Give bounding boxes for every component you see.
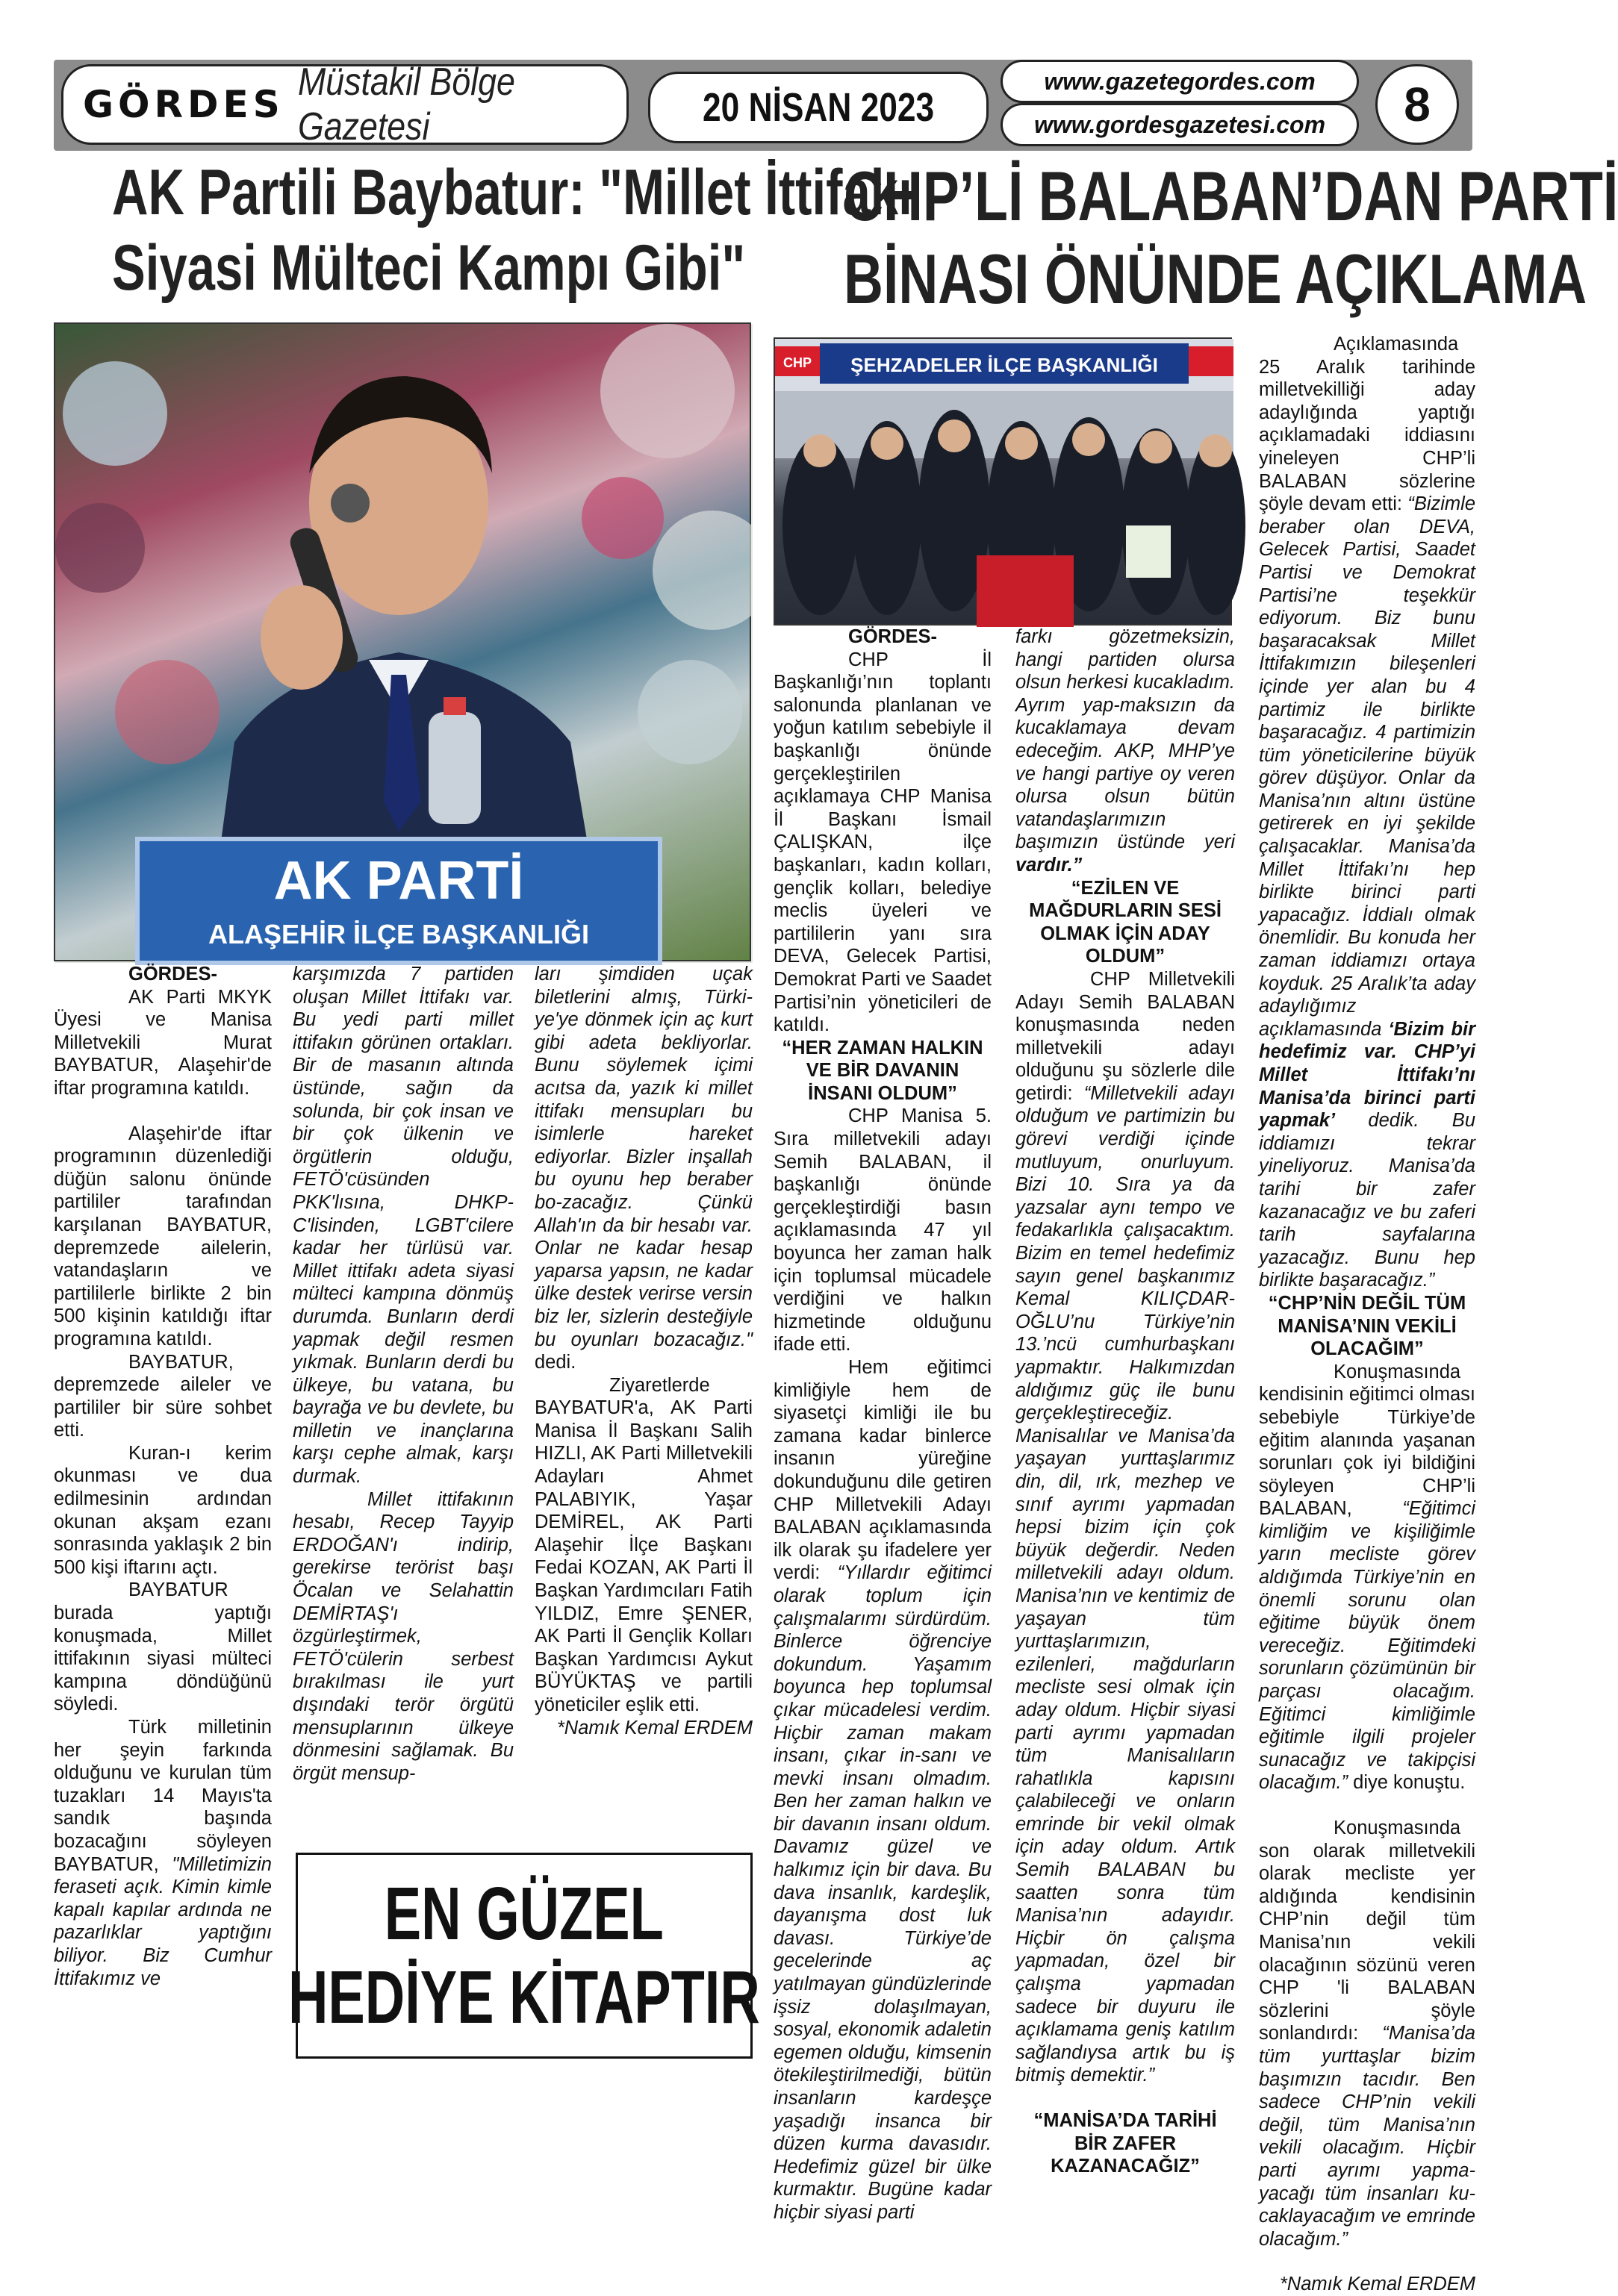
ad-line-1: EN GÜZEL [384,1872,665,1956]
paragraph: BAYBATUR burada yaptığı konuşmada, Millet ittifakının siyasi mülteci kampına döndüğünü söyledi. [54,1579,272,1715]
page-number: 8 [1375,64,1459,145]
newspaper-name: GÖRDES [83,83,284,126]
right-article-column-2 [1015,626,1235,2178]
paragraph: BAYBATUR, depremzede aileler ve partililer bir süre sohbet etti. [54,1351,272,1441]
paragraph: karşımızda 7 partiden oluşan Millet İttifakı var. Bu yedi parti millet ittifakın görünen ortakları. Bir de masanın altında üstünde, sağın da solunda, bir çok insan ve bir çok ülkenin ve örgütlerin olduğu, FETÖ'cüsünden PKK'lısına, DHKP-C'lisinden, LGBT'cilere kadar her türlüsü var. Millet ittifakı adeta siyasi mülteci kampına dönmüş durumda. Bunların derdi yapmak değil resmen yıkmak. Bunların derdi bu ülkeye, bu vatana, bu bayrağa ve bu devlete, bu milletin ve inançlarına karşı cephe almak, karşı durmak. [293,964,514,1488]
book-gift-ad [288,1853,760,2059]
paragraph: CHP Manisa 5. Sıra milletvekili adayı Semih BALABAN, il başkanlığı önünde gerçekleştirdiği basın açıklamasında 47 yıl boyunca her zaman halk için toplumsal mücadele verdiğini ve halkın hizmetinde olduğunu ifade etti. [774,1105,992,1356]
paragraph: Ziyaretlerde BAYBATUR'a, AK Parti Manisa İl Başkanı Salih HIZLI, AK Parti Milletvekili Adayları Ahmet PALABIYIK, Yaşar DEMİREL, AK Parti Alaşehir İlçe Başkanı Fedai KOZAN, AK Parti İl Başkan Yardımcıları Fatih YILDIZ, Emre ŞENER, AK Parti İl Gençlik Kolları Başkan Yardımcısı Aykut BÜYÜKTAŞ ve partili yöneticiler eşlik etti. [535,1374,753,1715]
paragraph: AK Parti MKYK Üyesi ve Manisa Milletvekili Murat BAYBATUR, Alaşehir'de iftar programına katıldı. [54,986,272,1099]
right-article-column-1 [774,626,992,2224]
paragraph: Konuşmasında kendisinin eğitimci olması sebebiyle Türkiye’de eğitim alanında yaşanan sorunları çok iyi bildiğini söyleyen CHP’li BALABAN, “Eğitimci kimliğim ve kişiliğimle yarın mecliste görev aldığımda Türkiye’nin en önemli sorunu olan eğitime büyük önem vereceğiz. Eğitimdeki sorunların çözümünün bir parçası olacağım. Eğitimci kimliğimle eğitimle ilgili projeler sunacağız ve takipçisi olacağım.” diye konuştu. [1259,1361,1475,1794]
paragraph: Konuşmasında son olarak milletvekili olarak mecliste yer aldığında kendisinin CHP’nin değil tüm Manisa’nın vekili olacağının sözünü veren CHP 'li BALABAN sözlerini şöyle sonlandırdı: “Manisa’da tüm yurttaşlar bizim başımızın tacıdır. Ben sadece CHP’nin vekili değil, tüm Manisa’nın vekili olacağım. Hiçbir parti ayrımı yapma-yacağı tüm insanları ku-caklayacağım ve emrinde olacağım.” [1259,1818,1475,2250]
paragraph: CHP İl Başkanlığı’nın toplantı salonunda planlanan ve yoğun katılım sebebiyle il başkanlığı önünde gerçekleştirilen açıklamaya CHP Manisa İl Başkanı İsmail ÇALIŞKAN, ilçe başkanları, kadın kolları, gençlik kolları, belediye meclis üyeleri ve partililerin yanı sıra DEVA, Gelecek Partisi, Demokrat Parti ve Saadet Partisi’nin yöneticileri de katıldı. [774,649,992,1036]
right-article-column-3 [1259,333,1475,2296]
dateline: GÖRDES- [848,626,938,647]
paragraph: CHP Milletvekili Adayı Semih BALABAN konuşmasında neden milletvekili adayı olduğunu şu sözlerle dile getirdi: “Milletvekili adayı olduğum ve partimizin bu görevi verdiği içinde mutluyum, onurluyum. Bizi 10. Sıra ya da yazsalar aynı tempo ve fedakarlıkla çalışacaktım. Bizim en temel hedefimiz sayın genel başkanımız Kemal KILIÇDAR-OĞLU’nu Türkiye’nin 13.’ncü cumhurbaşkanı yapmaktır. Halkımızdan aldığımız güç ile bunu gerçekleştireceğiz. Manisalılar ve Manisa’da yaşayan yurttaşlarımız din, dil, ırk, mezhep ve sınıf ayrımı yapmadan hepsi bizim için çok büyük değerdir. Neden milletvekili adayı oldum. Manisa’nın ve kentimiz de yaşayan tüm yurttaşlarımızın, ezilenleri, mağdurların mecliste sesi olmak için aday oldum. Hiçbir siyasi parti ayrımı yapmadan tüm Manisalıların rahatlıkla kapısını çalabileceği ve onların emrinde bir vekil olmak için aday oldum. Artık Semih BALABAN bu saatten sonra tüm Manisa’nın adayıdır. Hiçbir ön çalışma yapmadan, özel bir çalışma yapmadan sadece bir duyuru ile açıklamama geniş katılım sağlandıysa artık bu iş bitmiş demektir.” [1015,968,1236,2086]
author-signature: *Namık Kemal ERDEM [556,1717,753,1738]
paragraph: Hem eğitimci kimliğiyle hem de siyasetçi kimliği ile bu zamana kadar binlerce insanın yüreğine dokunduğunu dile getiren CHP Milletvekili Adayı BALABAN açıklamasında ilk olarak şu ifadelere yer verdi: “Yıllardır eğitimci olarak toplum için çalışmalarımı sürdürdüm. Binlerce öğrenciye dokundum. Yaşamım boyunca hep toplumsal çıkar mücadelesi verdim. Hiçbir zaman makam insanı, çıkar in-sanı ve mevki insanı olmadım. Ben her zaman halkın ve bir davanın insanı oldum. Davamız güzel ve halkımız için bir dava. Bu dava insanlık, kardeşlik, dayanışma dost luk davası. Türkiye’de gecelerinde aç yatılmayan gündüzlerinde işsiz dolaşılmayan, sosyal, ekonomik adaletin egemen olduğu, kimsenin ötekileştirilmediği, bütün insanların kardeşçe yaşadığı insanca bir düzen kurma davasıdır. Hedefimiz güzel bir ülke kurmaktır. Bugüne kadar hiçbir siyasi parti [774,1357,992,2223]
svg-text:ŞEHZADELER İLÇE BAŞKANLIĞI: ŞEHZADELER İLÇE BAŞKANLIĞI [850,354,1158,376]
svg-text:ALAŞEHİR İLÇE BAŞKANLIĞI: ALAŞEHİR İLÇE BAŞKANLIĞI [208,919,590,949]
svg-text:CHP: CHP [782,355,812,370]
website-link-1[interactable]: www.gazetegordes.com [1001,60,1359,103]
paragraph: Millet ittifakının hesabı, Recep Tayyip ERDOĞAN'ı indirip, gerekirse terörist başı Öcalan ve Selahattin DEMİRTAŞ'ı özgürleştirmek, FETÖ'cülerin serbest bırakılması ile yurt dışındaki terör örgütü mensuplarının ülkeye dönmesini sağlamak. Bu örgüt mensup- [293,1488,514,1784]
dateline: GÖRDES- [128,964,218,985]
subheading: “HER ZAMAN HALKIN VE BİR DAVANIN İNSANI OLDUM” [782,1037,983,1104]
paragraph: Açıklamasında 25 Aralık tarihinde milletvekilliği aday adaylığında yaptığı açıklamadaki iddiasını yineleyen CHP’li BALABAN sözlerine şöyle devam etti: “Bizimle beraber olan DEVA, Gelecek Partisi, Saadet Partisi ve Demokrat Partisi’ne teşekkür ediyorum. Biz bunu başaracaksak Millet İttifakımızın bileşenleri içinde yer alan bu 4 partimiz ile birlikte başaracağız. 4 partimizin tüm yöneticilerine büyük görev düşüyor. Onlar da Manisa’nın altını üstüne getirerek en iyi şekilde çalışacaklar. Manisa’da Millet İttifakı’nı hep birlikte birinci parti yapacağız. İddialı olmak önemlidir. Bu konuda her zaman iddiamızı ortaya koyduk. 25 Aralık’ta aday adaylığımız açıklamasında ‘Bizim bir hedefimiz var. CHP’yi Millet İttifakı’nı Manisa’da birinci parti yapmak’ dedik. Bu iddiamızı tekrar yineliyoruz. Manisa’da tarihi bir zafer kazanacağız ve bu zaferi tarih sayfalarına yazacağız. Bunu hep birlikte başaracağız.” [1259,334,1475,1291]
paragraph: Türk milletinin her şeyin farkında olduğunu ve kurulan tüm tuzakları 14 Mayıs'ta sandık başında bozacağını söyleyen BAYBATUR, "Milletimizin feraseti açık. Kimin kimle kapalı kapılar ardında ne pazarlıklar yaptığını biliyor. Biz Cumhur İttifakımız ve [54,1717,272,1989]
svg-text:AK PARTİ: AK PARTİ [273,851,524,911]
ad-line-2: HEDİYE KİTAPTIR [288,1956,760,2039]
subheading: “CHP’NİN DEĞİL TÜM MANİSA’NIN VEKİLİ OLACAĞIM” [1268,1292,1466,1360]
right-article-headline: CHP’Lİ BALABAN’DAN PARTİ BİNASI ÖNÜNDE AÇIKLAMA [844,157,1618,318]
left-article-headline: AK Partili Baybatur: "Millet İttifakı Siyasi Mülteci Kampı Gibi" [112,157,912,305]
left-article-column-3 [535,963,753,1739]
speaker-photo [54,322,751,961]
newspaper-subtitle: Müstakil Bölge Gazetesi [297,60,515,149]
chp-crowd-photo [774,337,1232,626]
left-article-column-1 [54,963,272,1990]
author-signature: *Namık Kemal ERDEM [1279,2274,1475,2295]
left-article-column-2 [293,963,514,1785]
subheading: “EZİLEN VE MAĞDURLARIN SESİ OLMAK İÇİN ADAY OLDUM” [1029,877,1222,967]
paragraph: ları şimdiden uçak biletlerini almış, Türki-ye'ye dönmek için aç kurt gibi adeta bekliyorlar. Bunu söylemek içimi acıtsa da, yazık ki millet ittifakı mensupları bu isimlerle hareket ediyorlar. Bizler inşallah bu oyunu hep beraber bo-zacağız. Çünkü Allah'ın da bir hesabı var. Onlar ne kadar hesap yaparsa yapsın, ne kadar ülke destek verirse versin biz ler, sizlerin desteğiyle bu oyunları bozacağız." dedi. [535,964,753,1373]
issue-date: 20 NİSAN 2023 [648,72,989,143]
website-link-2[interactable]: www.gordesgazetesi.com [1001,103,1359,146]
subheading: “MANİSA’DA TARİHİ BİR ZAFER KAZANACAĞIZ” [1033,2110,1217,2177]
masthead-brand [61,60,629,149]
paragraph: farkı gözetmeksizin, hangi partiden olursa olsun herkesi kucakladım. Ayrım yap-maksızın da kucaklamaya devam edeceğim. AKP, MHP’ye ve hangi partiye oy veren olursa olsun bütün vatandaşlarımızın başımızın üstünde yeri vardır.” [1015,626,1235,876]
paragraph: Kuran-ı kerim okunması ve dua edilmesinin ardından okunan akşam ezanı sonrasında yaklaşık 2 bin 500 kişi iftarını açtı. [54,1442,272,1578]
paragraph: Alaşehir'de iftar programının düzenlediği düğün salonu önünde partililer tarafından karşılanan BAYBATUR, depremzede ailelerin, vatandaşların ve partililerle birlikte 2 bin 500 kişinin katıldığı iftar programına katıldı. [54,1123,272,1350]
